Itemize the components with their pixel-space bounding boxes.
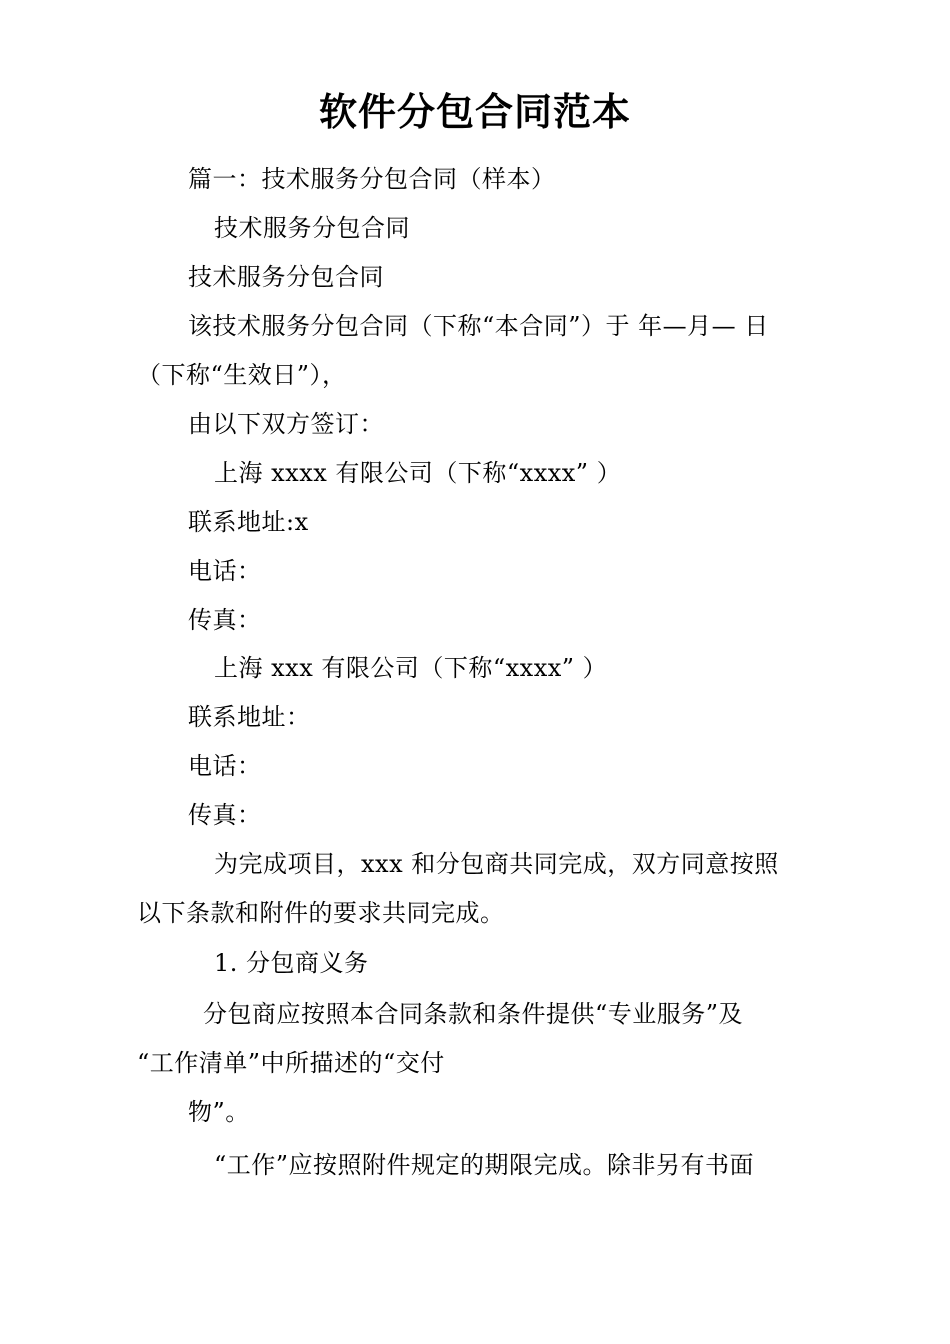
paragraph-line: 以下条款和附件的要求共同完成。 (137, 899, 505, 927)
contract-subtitle: 技术服务分包合同 (214, 214, 410, 242)
paragraph-line: 分包商应按照本合同条款和条件提供“专业服务”及 (203, 1000, 744, 1028)
party-a-phone: 电话： (188, 557, 262, 585)
paragraph-line: 为完成项目，xxx 和分包商共同完成，双方同意按照 (214, 850, 779, 878)
party-a-fax: 传真： (188, 606, 262, 634)
party-b-phone: 电话： (188, 752, 262, 780)
numbered-heading: 1. 分包商义务 (214, 949, 369, 977)
section-heading: 篇一：技术服务分包合同（样本） (188, 165, 556, 193)
party-b-name: 上海 xxx 有限公司（下称“xxxx” ） (214, 654, 608, 682)
party-a-name: 上海 xxxx 有限公司（下称“xxxx” ） (214, 459, 622, 487)
party-b-fax: 传真： (188, 801, 262, 829)
paragraph-line: （下称“生效日”）， (137, 361, 347, 389)
paragraph-line: 由以下双方签订： (188, 410, 384, 438)
paragraph-line: 该技术服务分包合同（下称“本合同”）于 年—月— 日 (188, 312, 769, 340)
contract-name: 技术服务分包合同 (188, 263, 384, 291)
party-b-address: 联系地址： (188, 703, 311, 731)
paragraph-line: “工作清单”中所描述的“交付 (137, 1049, 445, 1077)
document-title: 软件分包合同范本 (318, 89, 631, 134)
party-a-address: 联系地址:x (188, 508, 309, 536)
paragraph-line: 物”。 (188, 1098, 250, 1126)
paragraph-line: “工作”应按照附件规定的期限完成。除非另有书面 (214, 1151, 755, 1179)
